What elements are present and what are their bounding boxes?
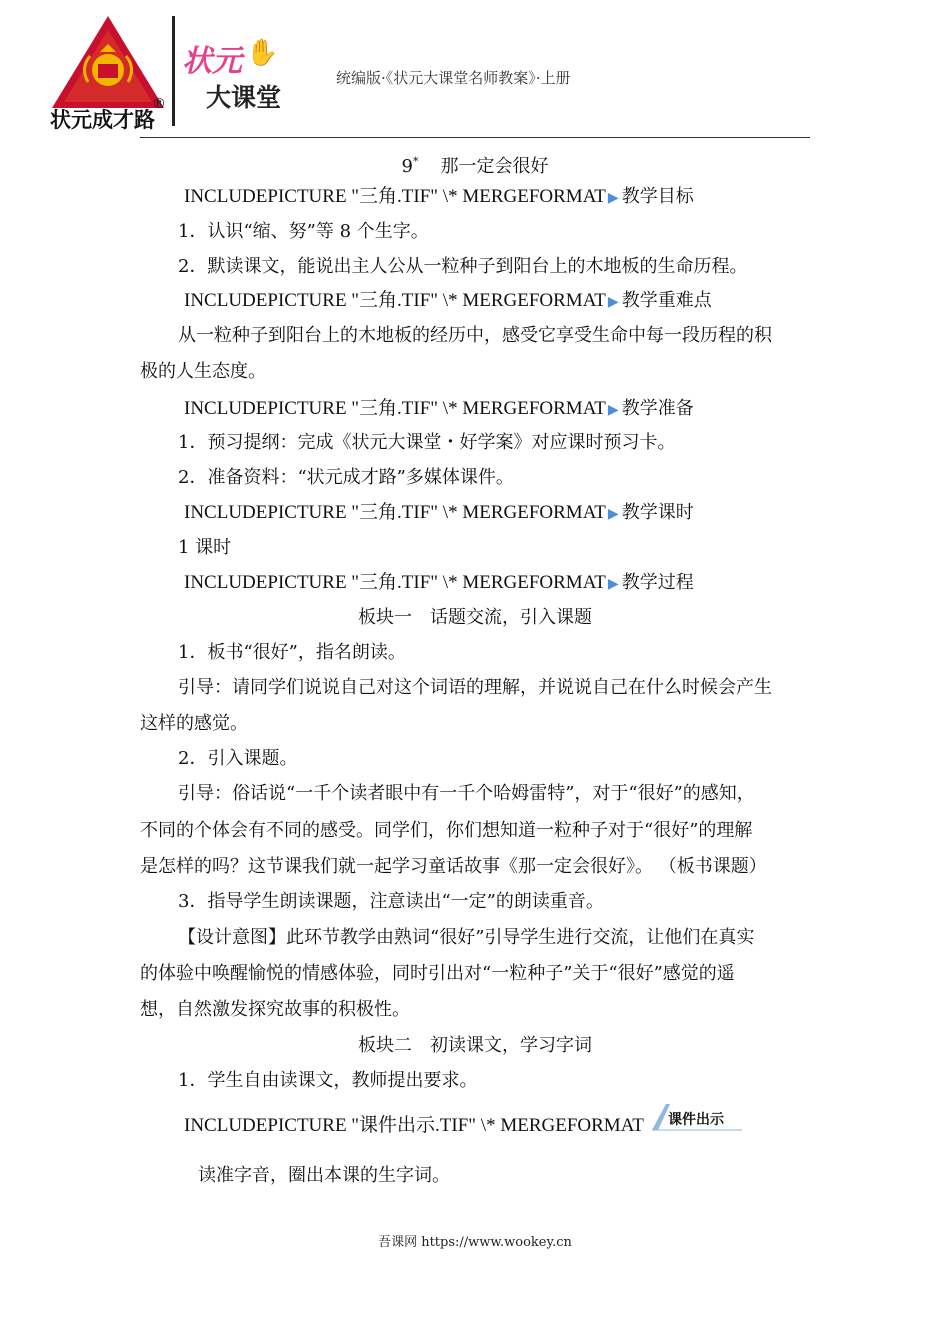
paragraph: 1．认识“缩、努”等 8 个生字。 — [178, 221, 429, 242]
paragraph: 这样的感觉。 — [140, 713, 248, 734]
logo-zhuangyuan — [48, 12, 168, 130]
brand-top: 状元 — [182, 44, 242, 79]
section-heading-difficulty: INCLUDEPICTURE "三角.TIF" \* MERGEFORMAT ▶ 教学重难点 — [184, 290, 712, 311]
paragraph: 想，自然激发探究故事的积极性。 — [140, 999, 410, 1020]
paragraph: 是怎样的吗？这节课我们就一起学习童话故事《那一定会很好》。 （板书课题） — [140, 856, 767, 877]
badge-label: 课件出示 — [668, 1112, 724, 1128]
section-heading-process: INCLUDEPICTURE "三角.TIF" \* MERGEFORMAT ▶ 教学过程 — [184, 572, 694, 593]
block-title-2: 板块二 初读课文，学习字词 — [358, 1035, 592, 1056]
brand-bottom: 大课堂 — [206, 83, 282, 112]
paragraph: 引导：请同学们说说自己对这个词语的理解，并说说自己在什么时候会产生 — [178, 677, 772, 698]
brand-logo — [180, 36, 310, 116]
block-title-1: 板块一 话题交流，引入课题 — [358, 607, 592, 628]
section-heading-goals: INCLUDEPICTURE "三角.TIF" \* MERGEFORMAT ▶ 教学目标 — [184, 186, 694, 207]
paragraph: 不同的个体会有不同的感受。同学们，你们想知道一粒种子对于“很好”的理解 — [140, 820, 753, 841]
triangle-icon: ▶ — [607, 402, 619, 418]
triangle-icon: ▶ — [607, 576, 619, 592]
footer: 吾课网 https://www.wookey.cn — [378, 1235, 572, 1250]
design-intent: 【设计意图】此环节教学由熟词“很好”引导学生进行交流，让他们在真实 — [178, 927, 755, 948]
section-heading-hours: INCLUDEPICTURE "三角.TIF" \* MERGEFORMAT ▶ 教学课时 — [184, 502, 694, 523]
paragraph: 2．准备资料：“状元成才路”多媒体课件。 — [178, 467, 514, 488]
kejian-badge — [650, 1100, 745, 1132]
paragraph: 引导：俗话说“一千个读者眼中有一千个哈姆雷特”，对于“很好”的感知， — [178, 783, 755, 804]
header-subtitle: 统编版·《状元大课堂名师教案》·上册 — [336, 69, 571, 87]
paragraph: 读准字音，圈出本课的生字词。 — [198, 1165, 450, 1186]
paragraph: 2．引入课题。 — [178, 748, 298, 769]
header-rule — [140, 137, 810, 138]
paragraph: 1 课时 — [178, 537, 232, 558]
lesson-title: 9* 那一定会很好 — [401, 155, 549, 177]
paragraph: 1．学生自由读课文，教师提出要求。 — [178, 1070, 478, 1091]
triangle-icon: ▶ — [607, 294, 619, 310]
triangle-icon: ▶ — [607, 190, 619, 206]
triangle-icon: ▶ — [607, 506, 619, 522]
section-heading-prep: INCLUDEPICTURE "三角.TIF" \* MERGEFORMAT ▶ 教学准备 — [184, 398, 694, 419]
logo-left-text: 状元成才路 — [50, 108, 155, 132]
paragraph: 1．预习提纲：完成《状元大课堂・好学案》对应课时预习卡。 — [178, 432, 676, 453]
paragraph: 极的人生态度。 — [140, 361, 266, 382]
paragraph: 从一粒种子到阳台上的木地板的经历中，感受它享受生命中每一段历程的积 — [178, 325, 772, 346]
paragraph: 1．板书“很好”，指名朗读。 — [178, 642, 406, 663]
paragraph: 3．指导学生朗读课题，注意读出“一定”的朗读重音。 — [178, 891, 604, 912]
kejian-include: INCLUDEPICTURE "课件出示.TIF" \* MERGEFORMAT — [184, 1115, 644, 1136]
thumbs-up-icon: ✋ — [246, 38, 279, 68]
paragraph: 2．默读课文，能说出主人公从一粒种子到阳台上的木地板的生命历程。 — [178, 256, 748, 277]
registered-mark: ® — [152, 96, 166, 112]
header-divider — [172, 16, 175, 126]
paragraph: 的体验中唤醒愉悦的情感体验，同时引出对“一粒种子”关于“很好”感觉的遥 — [140, 963, 735, 984]
